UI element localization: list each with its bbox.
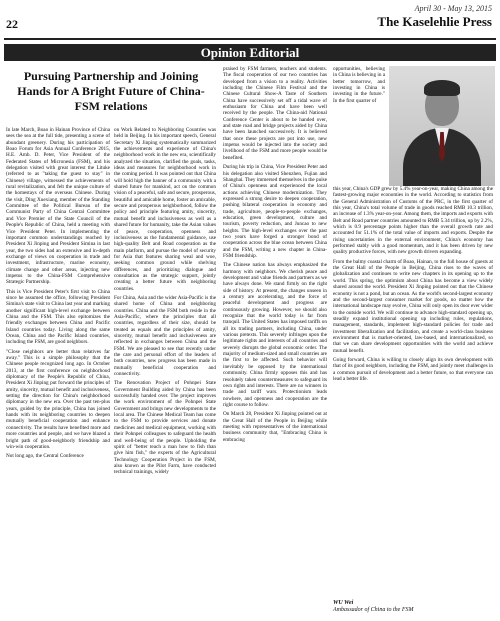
paragraph: This is Vice President Peter's first visit to China since he assumed the office, following President Simina's state visit to China last year and marking another significant high-level exchange between China and the FSM. This also epitomizes the friendly exchanges between China and Pacific Island countries today. Living along the same Ocean, China and the Pacific Island countries, including the FSM, are good neighbors. — [6, 288, 110, 346]
paragraph: For China, Asia and the wider Asia-Pacific is the shared home of China and neighboring countries. China and the FSM both reside in the Asia-Pacific, where the principles that all countries, regardless of their size, should be treated as equals and the principles of amity, sincerity, mutual benefit and inclusiveness are reflected in exchanges between China and the FSM. We are pleased to see that recently under the care and personal effort of the leaders of both countries, new progress has been made in mutually beneficial cooperation and connectivity. — [114, 294, 216, 378]
section-banner: Opinion Editorial — [4, 44, 496, 61]
article-headline: Pursuing Partnership and Joining Hands for A Bright Future of China-FSM relations — [17, 69, 205, 113]
article-column-2 — [114, 127, 216, 619]
author-signature — [333, 600, 493, 614]
issue-dates: April 30 - May 13, 2015 — [414, 4, 492, 13]
article-column-3 — [223, 66, 327, 619]
header-rule — [4, 38, 496, 40]
paragraph: The Renovation Project of Pohnpei State Government Building aided by China has been successfully handed over. The project improves the work environment of the Pohnpei State Government and brings new developments to the local area. The Chinese Medical Team has come to the FSM to provide services and donate medicines and medical equipment, working with their Pohnpei colleagues to safeguard the health and well-being of the people. Upholding the spirit of "better teach a man how to fish than give him fish," the experts of the Agricultural Technology Cooperation Project in the FSM, also known as the Pilot Farm, have conducted technical trainings, widely — [114, 380, 216, 476]
paragraph: During his trip in China, Vice President Peter and his delegation also visited Shenzhen, Fujian and Shanghai. They immersed themselves in the pulse of China's openness and experienced the local actions achieving Chinese modernization. They expressed a strong desire to deepen cooperation, pushing bilateral cooperation in economy and trade, agriculture, people-to-people exchanges, education, green development, culture and tourism, poverty reduction, and Juncao to new heights. The high-level exchanges over the past two years have forged a stronger bond of cooperation across the blue ocean between China and the FSM, writing a new chapter in China-FSM friendship. — [223, 164, 327, 259]
paragraph: In late March, Boao in Hainan Province of China sees the sea at the full tide, presenting a scene of abundant greenery. During his participation of Boao Forum for Asia Annual Conference 2015, H.E. Amb. D. Peter, Vice President of the Federated States of Micronesia (FSM), and his delegation visited with great interest the Lituke (referred to as "taking the guest to stay" in Chinese) village, witnessed the achievements of rural revitalization, and felt the unique culture of the homestays of the overseas Chinese. During the visit, Ding Xuexiang, member of the Standing Committee of the Political Bureau of the Communist Party of China Central Committee and Vice Premier of the State Council of the People's Republic of China, held a meeting with Vice President Peter. In implementing the important common understandings reached by President Xi Jinping and President Simina in last year, the two sides had an extensive and in-depth exchange of views on cooperation in trade and investment, infrastructure, marine economy, climate change and other areas, injecting new impetus to the China-FSM Comprehensive Strategic Partnership. — [6, 127, 110, 286]
publication-name: Kaselehlie Press — [402, 14, 492, 29]
author-name: WU Wei — [333, 600, 354, 606]
paragraph: this year, China's GDP grew by 5.4% year-on-year, making China among the fastest-growing major economies in the world. According to statistics from the General Administration of Customs of the PRC, in the first quarter of this year, China's total volume of trade in goods reached RMB 10.3 trillion, an increase of 1.3% year-on-year. Among them, the imports and exports with Belt and Road partner countries amounted to RMB 5.34 trillion, up by 2.2%, which is 0.9 percentage points higher than the overall growth rate and accounted for 51.1% of the total value of imports and exports. Despite the rising uncertainties in the external environment, China's economy has performed stably with a good momentum, and it has been driven by new quality productive forces, with new growth drivers expanding. — [333, 186, 493, 256]
paragraph: Going forward, China is willing to closely align its own development with that of its good neighbors, including the FSM, and jointly meet challenges in a common pursuit of development and a better future, so that everyone can lead a better life. — [333, 356, 493, 382]
paragraph: The Chinese nation has always emphasized the harmony with neighbors. We cherish peace and development and value friends and partners as we have always done. We stand firmly on the right side of history. At present, the changes unseen in a century are accelerating, and the force of peaceful development and progress are continuously growing. However, we should also recognize that the world today is far from tranquil. The United States has imposed tariffs on all its trading partners, including China, under various pretexts. This severely infringes upon the legitimate rights and interests of all countries and severely disrupts the global economic order. The majority of medium-sized and small countries are the first to be affected. Such behavior will inevitably be opposed by the international community. China firmly opposes this and has resolutely taken countermeasures to safeguard its own rights and interests. There are no winners in trade and tariff wars. Protectionism leads nowhere, and openness and cooperation are the right course to follow. — [223, 262, 327, 408]
article-column-4-top — [333, 66, 385, 186]
masthead — [377, 4, 492, 30]
paragraph: On March 28, President Xi Jinping pointed out at the Great Hall of the People in Beijing while meeting with representatives of the international business community that, "Embracing China is embracing — [223, 411, 327, 443]
article-column-4 — [333, 186, 493, 596]
page-header — [0, 0, 500, 38]
paragraph: opportunities, believing in China is believing in a better tomorrow, and investing in China is investing in the future." In the first quarter of — [333, 66, 385, 104]
ambassador-photo — [389, 66, 495, 186]
article-column-1 — [6, 127, 110, 619]
paragraph: on Work Related to Neighboring Countries was held in Beijing. In his important speech, General Secretary Xi Jinping systematically summarized the achievements and experience of China's neighborhood work in the new era, scientifically analyzed the situation, clarified the goals, tasks, ideas and measures for neighborhood work in the coming period. It was pointed out that China will hold high the banner of a community with a shared future for mankind, act on the common vision of a peaceful, safe and secure, prosperous, beautiful and amicable home, foster an amicable, secure and prosperous neighborhood, follow the policy and principle featuring amity, sincerity, mutual benefit and inclusiveness as well as a shared future for humanity, take the Asian values of peace, cooperation, openness and inclusiveness as the fundamental guidance, use high-quality Belt and Road cooperation as the main platform, and pursue the model of security for Asia that features sharing weal and woe, seeking common ground while shelving differences, and prioritizing dialogue and consultation as the strategic support, jointly creating a better future with neighboring countries. — [114, 127, 216, 292]
publication-article: The — [377, 14, 400, 29]
paragraph: From the balmy coastal charm of Boao, Hainan, to the full house of guests at the Great Hall of the People in Beijing, China rises to the waves of globalization and continues to write new chapters in its opening up to the world. This spring, the optimism about China has become a view widely shared around the world. President Xi Jinping pointed out that the Chinese economy is not a pond, but an ocean. As the world's second-largest economy and the second-largest consumer market for goods, no matter how the international landscape may evolve, China will only open its door ever wider to the outside world. We will continue to advance high-standard opening up, steadily expand institutional opening up including rules, regulations, management, standards, implement high-standard policies for trade and investment liberalization and facilitation, and create a world-class business environment that is market-oriented, law-based, and internationalized, so that we can share development opportunities with the world and achieve mutual benefit. — [333, 258, 493, 354]
paragraph: "Close neighbors are better than relatives far away." This is a simple philosophy that the Chinese people recognized long ago. In October 2013, at the first conference on neighborhood diplomacy of the People's Republic of China, President Xi Jinping put forward the principles of amity, sincerity, mutual benefit and inclusiveness, setting the direction for China's neighborhood diplomacy in the new era. Over the past ten-plus years, guided by the principle, China has joined hands with its neighboring countries to deepen mutually beneficial cooperation and enhance connectivity. The results have benefited more and more countries and people, and we have blazed a bright path of good-neighborly friendship and win-win cooperation. — [6, 348, 110, 450]
photo-hair-shape — [424, 80, 460, 96]
author-title: Ambassador of China to the FSM — [333, 607, 414, 613]
paragraph: Not long ago, the Central Conference — [6, 453, 84, 460]
page-number: 22 — [6, 17, 18, 31]
publication-title — [377, 14, 492, 30]
paragraph: praised by FSM farmers, teachers and students. The fiscal cooperation of our two countries has developed from a vision to a reality. Activities including the Chinese Film Festival and the Chinese Cultural Show-A Taste of Southern China have successively set off a tidal wave of enthusiasm for China and have been well received by the people. The China-aid National Conference Center is about to be handed over, and state road and bridge projects aided by China have been launched successively. It is believed that once these projects are put into use, new impetus would be injected into the society and livelihood of the FSM and more people would be benefited. — [223, 66, 327, 161]
